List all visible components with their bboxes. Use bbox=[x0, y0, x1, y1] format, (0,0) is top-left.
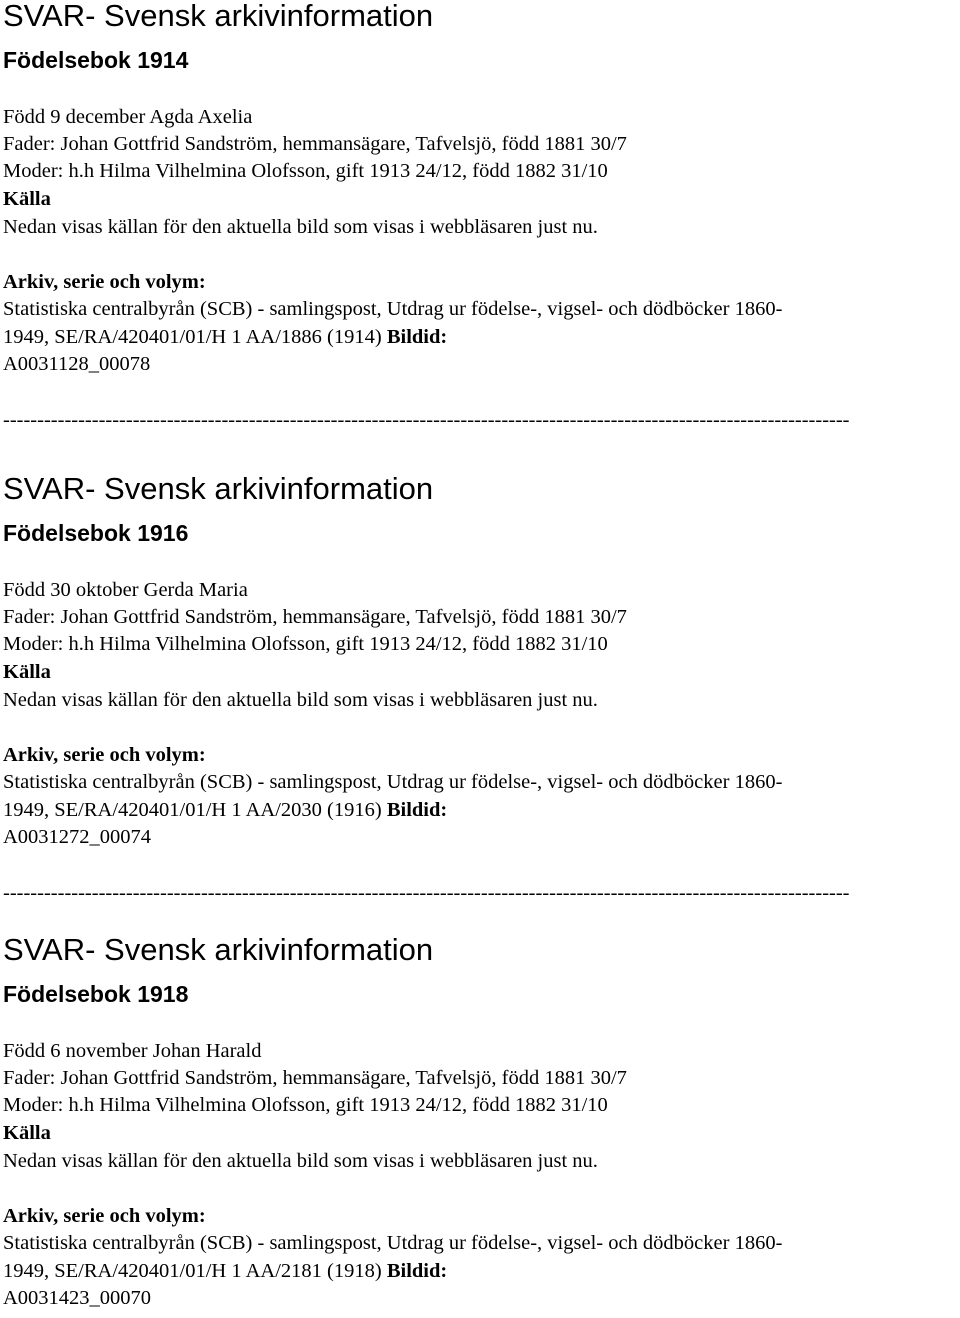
image-id: A0031128_00078 bbox=[3, 353, 151, 375]
archive-label: Arkiv, serie och volym: bbox=[3, 1205, 206, 1227]
archive-text: Statistiska centralbyrån (SCB) - samlingspost, Utdrag ur födelse-, vigsel- och dödböcker 1860- bbox=[3, 298, 783, 320]
source-label: Källa bbox=[3, 661, 51, 683]
archive-reference bbox=[3, 797, 447, 825]
archive-text: Statistiska centralbyrån (SCB) - samlingspost, Utdrag ur födelse-, vigsel- och dödböcker 1860- bbox=[3, 1232, 783, 1254]
book-title: Födelsebok 1914 bbox=[3, 47, 189, 73]
image-id-label: Bildid: bbox=[386, 799, 448, 821]
image-id: A0031423_00070 bbox=[3, 1287, 152, 1309]
record-divider: ---------------------------------------------------------------------------------------------------------------------------- bbox=[3, 883, 850, 903]
site-title: SVAR- Svensk arkivinformation bbox=[3, 471, 434, 506]
book-title: Födelsebok 1916 bbox=[3, 520, 189, 546]
site-title: SVAR- Svensk arkivinformation bbox=[3, 0, 434, 33]
archive-label: Arkiv, serie och volym: bbox=[3, 271, 206, 293]
source-label: Källa bbox=[3, 188, 51, 210]
mother-line: Moder: h.h Hilma Vilhelmina Olofsson, gift 1913 24/12, född 1882 31/10 bbox=[3, 633, 608, 655]
birth-line: Född 9 december Agda Axelia bbox=[3, 106, 253, 128]
archive-label: Arkiv, serie och volym: bbox=[3, 744, 206, 766]
archive-volume: 1949, SE/RA/420401/01/H 1 AA/2181 (1918) bbox=[3, 1260, 382, 1282]
archive-text: Statistiska centralbyrån (SCB) - samlingspost, Utdrag ur födelse-, vigsel- och dödböcker 1860- bbox=[3, 771, 783, 793]
source-text: Nedan visas källan för den aktuella bild som visas i webbläsaren just nu. bbox=[3, 216, 598, 238]
mother-line: Moder: h.h Hilma Vilhelmina Olofsson, gift 1913 24/12, född 1882 31/10 bbox=[3, 160, 608, 182]
archive-volume: 1949, SE/RA/420401/01/H 1 AA/1886 (1914) bbox=[3, 326, 382, 348]
archive-volume: 1949, SE/RA/420401/01/H 1 AA/2030 (1916) bbox=[3, 799, 382, 821]
book-title: Födelsebok 1918 bbox=[3, 981, 189, 1007]
father-line: Fader: Johan Gottfrid Sandström, hemmansägare, Tafvelsjö, född 1881 30/7 bbox=[3, 606, 627, 628]
father-line: Fader: Johan Gottfrid Sandström, hemmansägare, Tafvelsjö, född 1881 30/7 bbox=[3, 133, 627, 155]
archive-reference bbox=[3, 1258, 447, 1286]
archive-reference bbox=[3, 324, 447, 352]
birth-line: Född 30 oktober Gerda Maria bbox=[3, 579, 248, 601]
source-text: Nedan visas källan för den aktuella bild som visas i webbläsaren just nu. bbox=[3, 689, 598, 711]
source-label: Källa bbox=[3, 1122, 51, 1144]
source-text: Nedan visas källan för den aktuella bild som visas i webbläsaren just nu. bbox=[3, 1150, 598, 1172]
site-title: SVAR- Svensk arkivinformation bbox=[3, 932, 434, 967]
record-divider: ---------------------------------------------------------------------------------------------------------------------------- bbox=[3, 410, 850, 430]
image-id-label: Bildid: bbox=[386, 1260, 448, 1282]
father-line: Fader: Johan Gottfrid Sandström, hemmansägare, Tafvelsjö, född 1881 30/7 bbox=[3, 1067, 627, 1089]
mother-line: Moder: h.h Hilma Vilhelmina Olofsson, gift 1913 24/12, född 1882 31/10 bbox=[3, 1094, 608, 1116]
image-id-label: Bildid: bbox=[386, 326, 448, 348]
birth-line: Född 6 november Johan Harald bbox=[3, 1040, 262, 1062]
image-id: A0031272_00074 bbox=[3, 826, 152, 848]
